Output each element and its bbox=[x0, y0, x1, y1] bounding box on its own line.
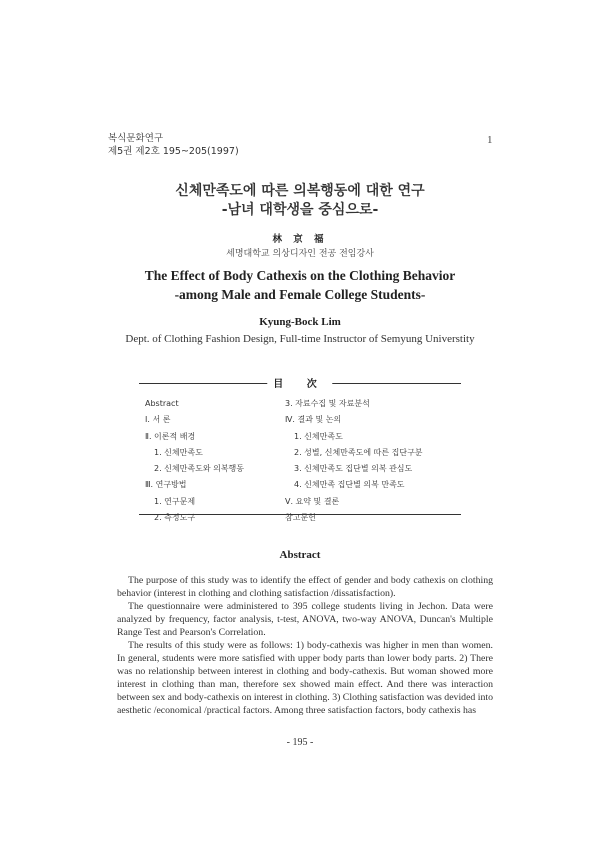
toc-right-column bbox=[285, 396, 423, 526]
korean-title-line2: -남녀 대학생을 중심으로- bbox=[221, 202, 379, 218]
toc-item: 2. 성별, 신체만족도에 따른 집단구분 bbox=[294, 447, 423, 457]
toc-item: 4. 신체만족 집단별 의복 만족도 bbox=[294, 480, 405, 490]
journal-header bbox=[108, 132, 239, 158]
toc-item: Ⅲ. 연구방법 bbox=[145, 480, 187, 490]
toc-title: 目 次 bbox=[267, 375, 332, 390]
korean-author-name: 林 京 福 bbox=[272, 234, 328, 245]
abstract-paragraph: The purpose of this study was to identify the effect of gender and body cathexis on clothing behavior (interest in clothing and clothing satisfaction /dissatisfaction). bbox=[117, 575, 493, 599]
toc-item: 3. 신체만족도 집단별 의복 관심도 bbox=[294, 464, 413, 474]
toc-item: 1. 연구문제 bbox=[154, 496, 196, 506]
toc-item: 1. 신체만족도 bbox=[294, 431, 343, 441]
english-author-affiliation: Dept. of Clothing Fashion Design, Full-time Instructor of Semyung Universtity bbox=[125, 333, 475, 345]
toc-item: 3. 자료수집 및 자료분석 bbox=[285, 399, 370, 408]
korean-title-line1: 신체만족도에 따른 의복행동에 대한 연구 bbox=[175, 183, 425, 199]
toc-item: Ⅰ. 서 론 bbox=[145, 415, 171, 425]
top-page-number: 1 bbox=[487, 134, 493, 146]
toc-left-column bbox=[145, 396, 244, 526]
abstract-heading: Abstract bbox=[279, 549, 321, 561]
journal-name: 복식문화연구 bbox=[108, 133, 164, 144]
volume-info: 제5권 제2호 195~205(1997) bbox=[108, 146, 239, 157]
abstract-body bbox=[117, 574, 493, 717]
abstract-paragraph: The results of this study were as follows: 1) body-cathexis was higher in men than women. In general, students were more satisfied with upper body parts than lower body parts. 2) There was no relationship between interest in clothing and body-cathexis. But woman showed more interest in clothing than man, therefore sex showed main effect. And there was interaction between sex and body-cathexis on interest in clothing. 3) Clothing satisfaction was devided into aesthetic /economical /practical factors. Among three satisfaction factors, body cathexis has bbox=[117, 640, 494, 716]
english-title-line2: -among Male and Female College Students- bbox=[174, 287, 426, 302]
toc-item: Abstract bbox=[145, 399, 179, 408]
toc-item: 2. 측정도구 bbox=[154, 513, 196, 523]
footer-page-number: - 195 - bbox=[286, 737, 314, 748]
abstract-paragraph: The questionnaire were administered to 395 college students living in Jechon. Data were analyzed by frequency, factor analysis, t-test, ANOVA, two-way ANOVA, Duncan's Multiple Range Test and Pearson's Correlation. bbox=[117, 601, 493, 638]
korean-author-affiliation: 세명대학교 의상디자인 전공 전임강사 bbox=[226, 249, 374, 259]
toc-item: 1. 신체만족도 bbox=[154, 447, 203, 457]
toc-item: Ⅳ. 결과 및 논의 bbox=[285, 415, 342, 425]
toc-item: Ⅱ. 이론적 배경 bbox=[145, 431, 196, 441]
table-of-contents bbox=[139, 379, 461, 523]
toc-item: 참고문헌 bbox=[285, 513, 316, 523]
toc-item: 2. 신체만족도와 의복행동 bbox=[154, 464, 244, 474]
english-title-line1: The Effect of Body Cathexis on the Clothing Behavior bbox=[144, 268, 456, 283]
english-author-name: Kyung-Bock Lim bbox=[259, 316, 341, 328]
toc-item: Ⅴ. 요약 및 결론 bbox=[285, 496, 340, 506]
